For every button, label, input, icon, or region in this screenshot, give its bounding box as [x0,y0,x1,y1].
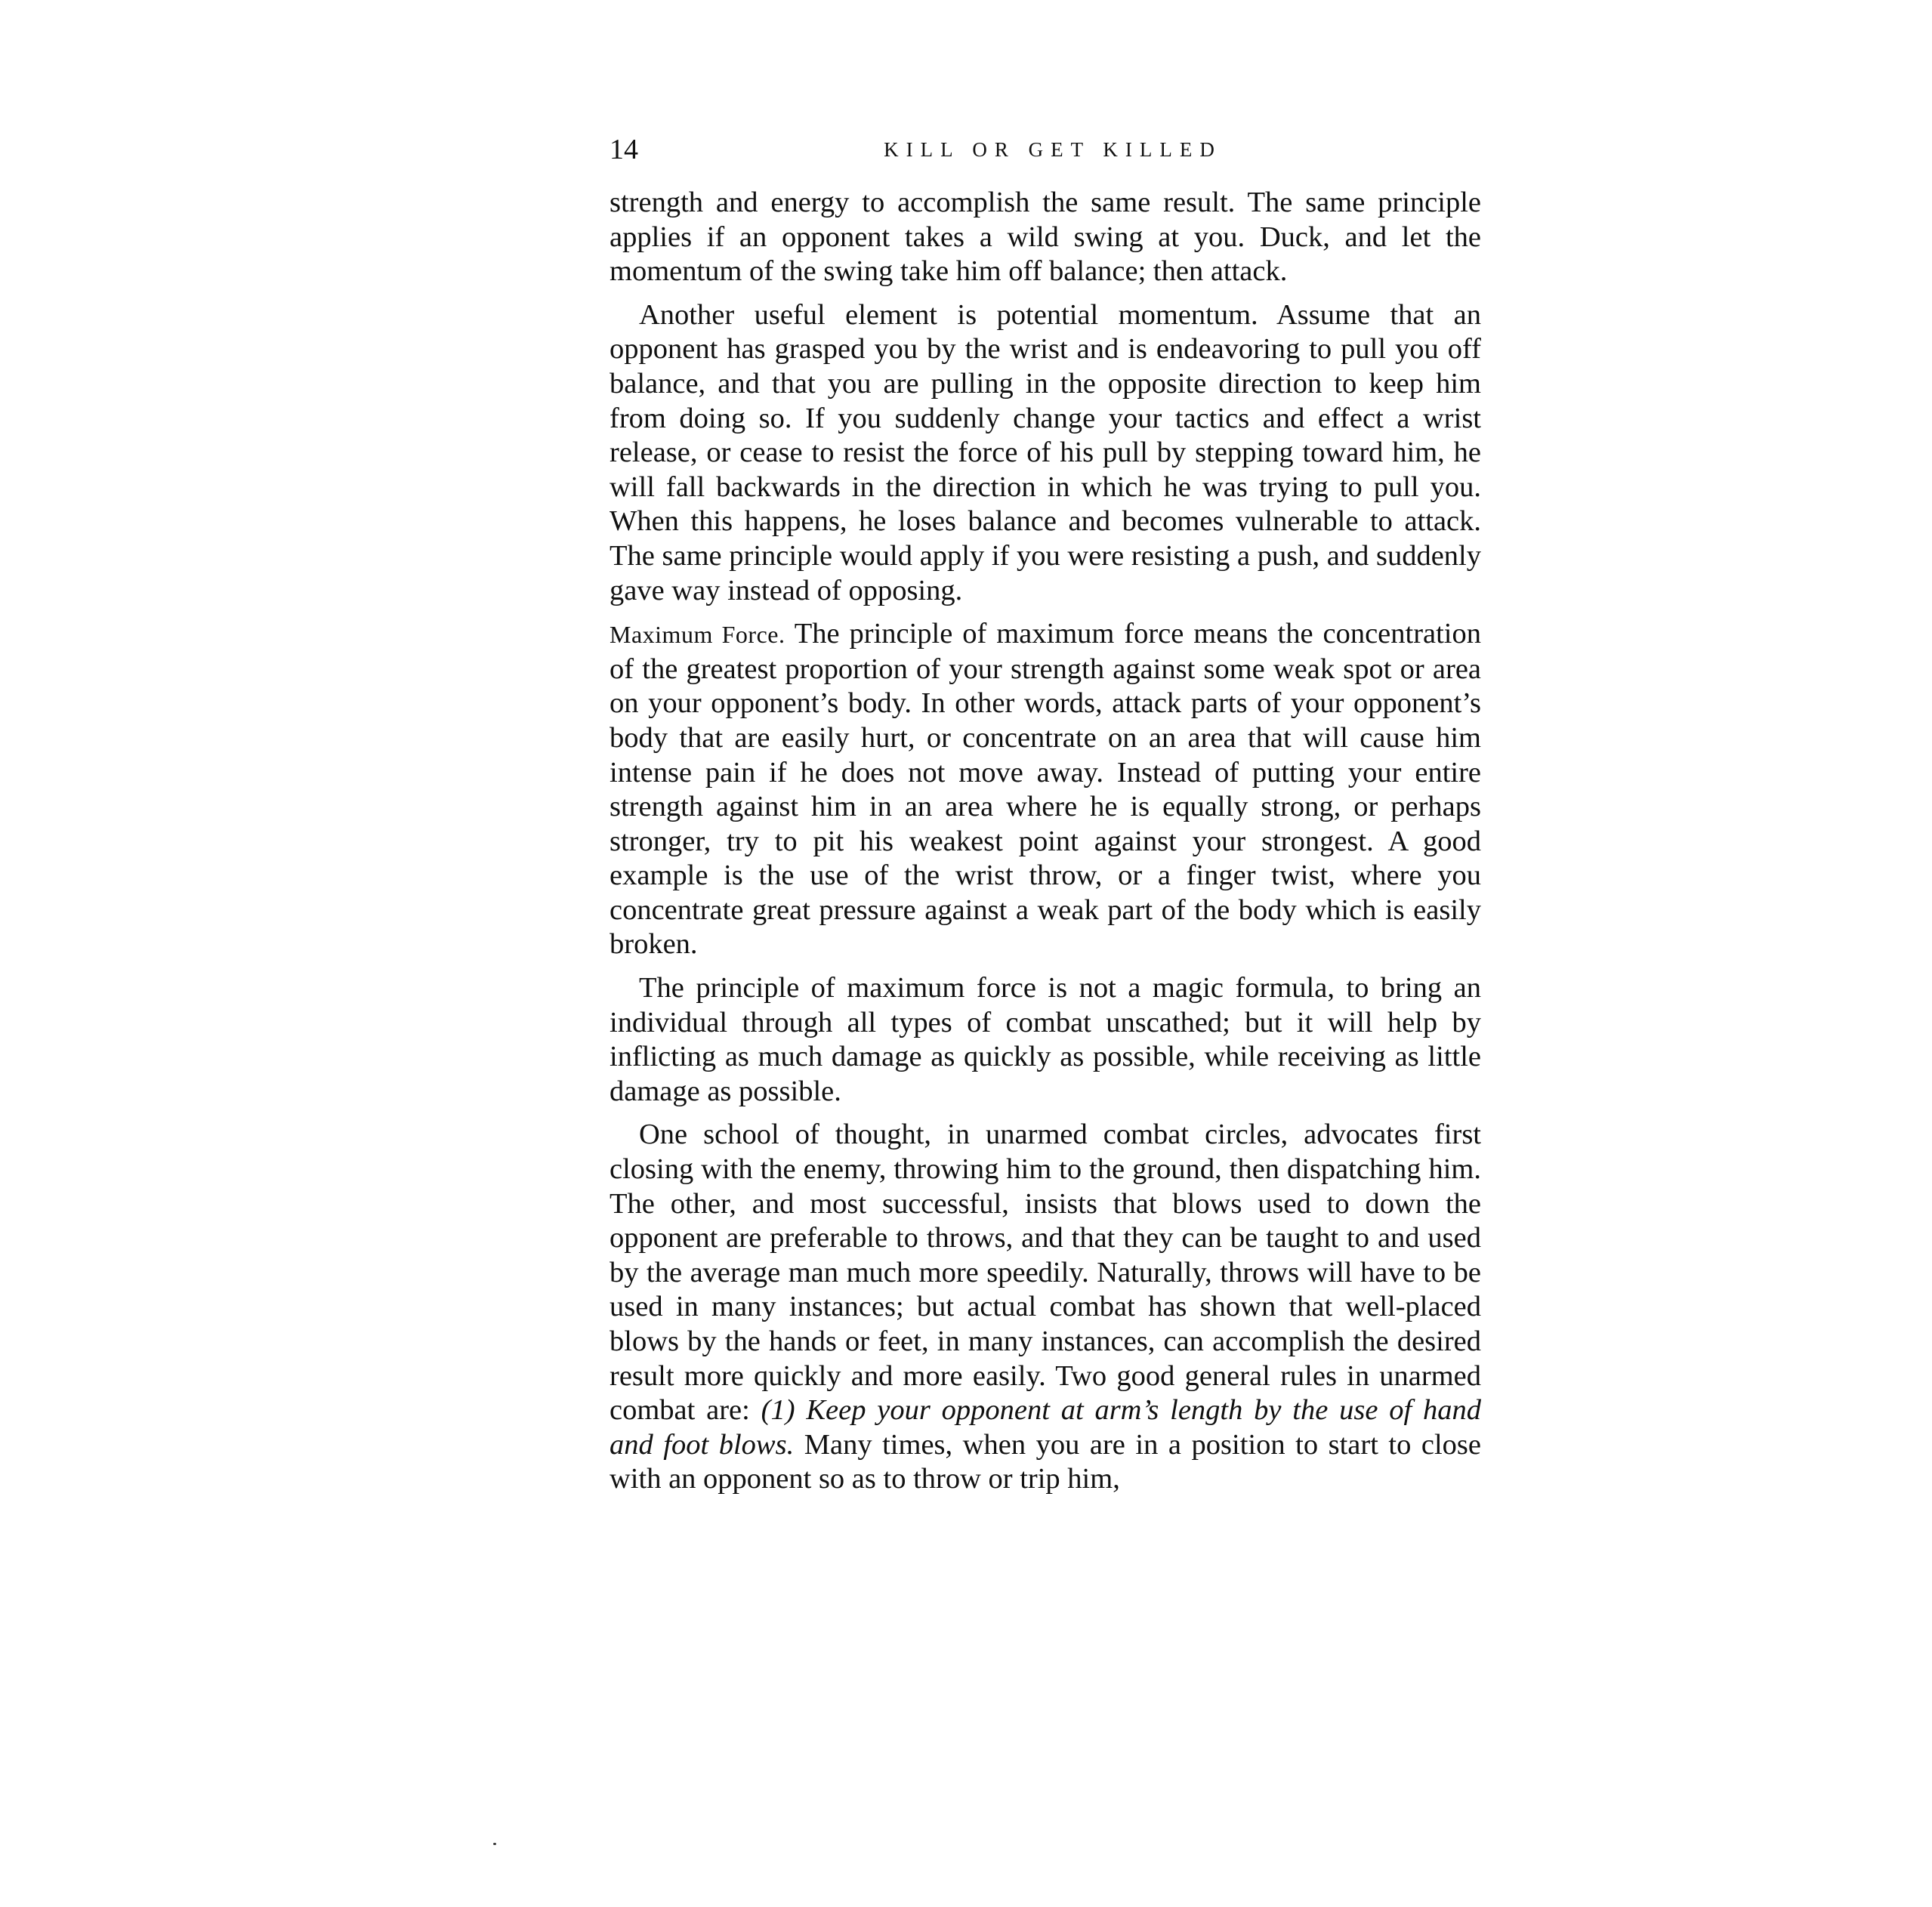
book-page [610,130,1481,1506]
paragraph-4 [610,971,1481,1109]
paragraph-1 [610,186,1481,289]
paragraph-4-text: The principle of maximum force is not a magic formula, to bring an individual through all types of combat unscathed; but it will help by inflicting as much damage as quickly as possible, while receiving as little damage as possible. [610,972,1481,1107]
paragraph-3-text: The principle of maximum force means the concentration of the greatest proportion of your strength against some weak spot or area on your opponent’s body. In other words, attack parts of your opponent’s body that are easily hurt, or concentrate on an area that will cause him intense pain if he does not move away. Instead of putting your entire strength against him in an area where he is equally strong, or perhaps stronger, try to pit his weakest point against your strongest. A good example is the use of the wrist throw, or a finger twist, where you concentrate great pressure against a weak part of the body which is easily broken. [610,618,1482,961]
running-head: KILL OR GET KILLED [884,138,1222,161]
paragraph-2-text: Another useful element is potential momentum. Assume that an opponent has grasped you by the wrist and is endeavoring to pull you off balance, and that you are pulling in the opposite direction to keep him from doing so. If you suddenly change your tactics and effect a wrist release, or cease to resist the force of his pull by stepping toward him, he will fall backwards in the direction in which he was trying to pull you. When this happens, he loses balance and becomes vulnerable to attack. The same principle would apply if you were resisting a push, and suddenly gave way instead of opposing. [610,298,1481,606]
section-heading-maximum-force: Maximum Force. [610,621,785,649]
paragraph-1-text: strength and energy to accomplish the same result. The same principle applies if an opponent takes a wild swing at you. Duck, and let the momentum of the swing take him off balance; then attack. [610,187,1481,288]
paragraph-5 [610,1118,1481,1497]
paragraph-5-text-after: Many times, when you are in a position to start to close with an opponent so as to throw or trip him, [610,1428,1482,1495]
paragraph-5-text-before: One school of thought, in unarmed combat circles, advocates first closing with the enemy, throwing him to the ground, then dispatching him. The other, and most successful, insists that blows used to down the opponent are preferable to throws, and that they can be taught to and used by the average man much more speedily. Naturally, throws will have to be used in many instances; but actual combat has shown that well-placed blows by the hands or feet, in many instances, can accomplish the desired result more quickly and more easily. Two good general rules in unarmed combat are: [610,1119,1481,1427]
body-text [610,186,1481,1497]
page-number: 14 [610,134,638,165]
page-header [610,130,1481,169]
paragraph-2 [610,298,1481,608]
paragraph-5-italic-rule: (1) Keep your opponent at arm’s length by the use of hand and foot blows. [610,1394,1482,1461]
scan-speck [493,1843,496,1845]
paragraph-3 [610,617,1481,962]
